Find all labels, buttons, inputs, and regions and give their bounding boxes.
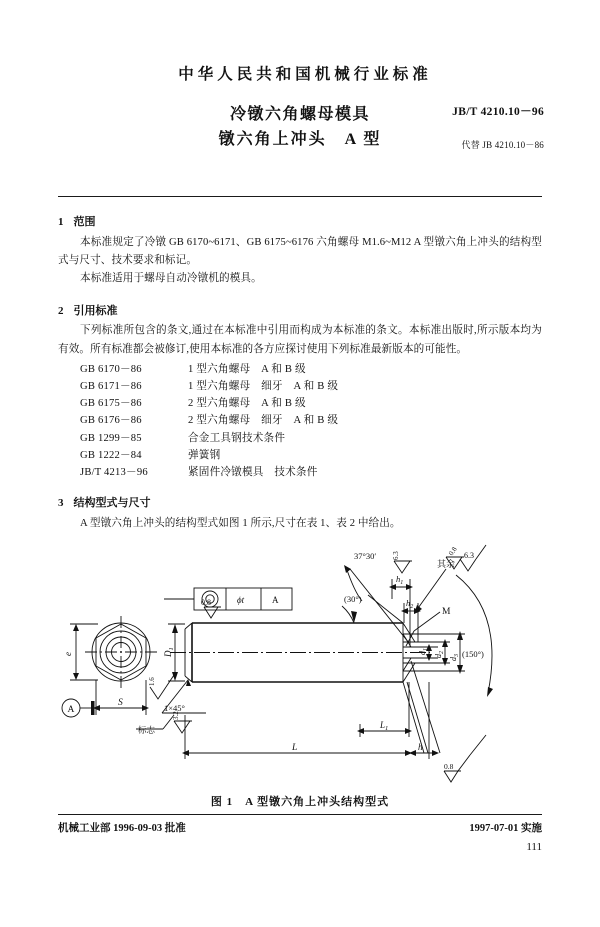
dim-L-arrow-left [182, 750, 189, 756]
figure-1-drawing [58, 539, 542, 791]
standard-number: JB/T 4210.10－96 [452, 106, 544, 118]
roughness-value-32: 3.2 [172, 711, 180, 721]
roughness-vee-icon [174, 721, 190, 733]
angle-30-leader [368, 595, 403, 623]
roughness-value-63: 6.3 [392, 551, 400, 561]
section-heading-2 [58, 302, 542, 321]
dim-s-arrow-right [142, 705, 149, 711]
angle-30-arrow [351, 611, 357, 623]
dim-d3-label: $d_3$ [449, 654, 460, 662]
chamfer-annotation [162, 679, 206, 713]
page-number: 111 [526, 841, 542, 854]
angle-3730-arrow [344, 565, 351, 573]
section-number-1: 1 [58, 216, 64, 228]
reference-row [80, 412, 542, 429]
reference-row [80, 447, 542, 464]
dim-D1-label: $D_1$ [163, 647, 175, 658]
section-title-2: 引用标准 [73, 304, 118, 317]
section-1-paragraph-1: 本标准规定了冷镦 GB 6170~6171、GB 6175~6176 六角螺母 M1.6~M12 A 型镦六角上冲头的结构型式与尺寸、技术要求和标记。 [58, 236, 542, 267]
section-number-2: 2 [58, 304, 64, 317]
reference-name: 2 型六角螺母 A 和 B 级 [188, 398, 306, 410]
dim-d3-arrow-top [457, 631, 463, 640]
document-body [58, 213, 542, 809]
figure-1-caption [58, 793, 542, 812]
dim-L1-label: $L_1$ [380, 720, 389, 733]
reference-code: GB 6176－86 [80, 415, 142, 427]
reference-code: GB 6170－86 [80, 363, 142, 375]
reference-name: 1 型六角螺母 A 和 B 级 [188, 363, 306, 375]
roughness-vee-icon [460, 559, 476, 571]
datum-a-label: A [67, 705, 75, 716]
reference-code: GB 1222－84 [80, 449, 142, 461]
dim-L-label: L [292, 743, 298, 754]
dim-h [409, 682, 439, 759]
footer-approval: 机械工业部 1996-09-03 批准 [58, 823, 186, 835]
reference-name: 弹簧钢 [188, 449, 221, 461]
dim-d2-label: $d_2$ [434, 651, 445, 659]
roughness-tail [476, 545, 486, 559]
reference-row [80, 378, 542, 395]
footer-implementation: 1997-07-01 实施 [469, 823, 542, 835]
reference-name: 2 型六角螺母 细牙 A 和 B 级 [188, 415, 339, 427]
angle-150-label: (150°) [462, 649, 484, 660]
letter-M-label: M [442, 607, 451, 618]
standard-replaces: 代替 JB 4210.10－86 [461, 140, 544, 150]
dim-e-arrow-top [73, 624, 79, 631]
dim-h2-label: $h_2$ [406, 598, 414, 611]
dim-L1-arrow-left [357, 728, 364, 734]
dim-d2-arrow-bottom [442, 658, 448, 666]
figure-caption-label: 图 1 [210, 796, 234, 809]
reference-name: 1 型六角螺母 细牙 A 和 B 级 [188, 381, 339, 393]
section-2-paragraph-1: 下列标准所包含的条文,通过在本标准中引用而构成为本标准的条文。本标准出版时,所示版本均为有效。所有标准都会被修订,使用本标准的各方应探讨使用下列标准最新版本的可能性。 [58, 325, 542, 355]
dim-L [182, 715, 412, 759]
roughness-symbol-63 [392, 551, 412, 573]
punch-body [170, 623, 438, 682]
section-1-paragraph-2: 本标准适用于螺母自动冷镦机的模具。 [80, 273, 262, 285]
dim-L1 [357, 682, 412, 737]
tolerance-datum: A [272, 595, 279, 606]
roughness-vee-icon [444, 771, 458, 782]
roughness-value-08: 0.8 [444, 762, 454, 772]
dim-d2 [430, 639, 450, 666]
figure-caption-text: A 型镦六角上冲头结构型式 [245, 796, 390, 809]
document-header [0, 62, 600, 182]
document-title-line1: 冷镦六角螺母模具 [229, 106, 370, 123]
roughness-symbol-16 [148, 675, 174, 699]
dim-d2-arrow-top [442, 639, 448, 647]
chamfer-top [185, 623, 192, 629]
roughness-leader [470, 735, 486, 755]
angle-30-annotation [342, 594, 403, 623]
section-title-3: 结构型式与尺寸 [73, 497, 151, 509]
general-roughness-value: 6.3 [464, 551, 474, 561]
document-page [0, 62, 600, 927]
marking-annotation [136, 711, 192, 735]
angle-30-label: (30°) [344, 594, 362, 605]
roughness-vee-icon [150, 687, 166, 699]
section-heading-3 [58, 494, 542, 513]
dim-h1-arrow-right [406, 584, 413, 590]
footer-divider [58, 814, 542, 815]
figure-1 [58, 539, 542, 809]
dim-e-label: e [63, 652, 73, 657]
roughness-symbol-08-bottom [444, 735, 486, 782]
national-standard-title: 中华人民共和国机械行业标准 [178, 66, 432, 83]
roughness-leader [416, 569, 446, 611]
datum-a-triangle [91, 701, 95, 715]
roughness-symbol-08-right [414, 545, 464, 614]
dim-h1-label: $h_1$ [396, 574, 404, 587]
taper-bottom [403, 663, 415, 682]
reference-code: GB 6171－86 [80, 381, 142, 393]
document-title-line2: 镦六角上冲头 A 型 [218, 130, 382, 148]
roughness-vee-icon [204, 607, 218, 618]
section-3-paragraph-1: A 型镦六角上冲头的结构型式如图 1 所示,尺寸在表 1、表 2 中给出。 [80, 517, 401, 529]
dim-D1-arrow-top [172, 624, 178, 633]
section-number-3: 3 [58, 497, 64, 509]
dim-e-arrow-bottom [73, 673, 79, 680]
referenced-standards-list [58, 361, 542, 481]
dim-h2-arrow-left [401, 608, 408, 614]
chamfer-label: 1×45° [164, 703, 185, 714]
nose-line-3 [411, 661, 440, 753]
angle-150-arrow [487, 687, 493, 697]
dim-h-label: h [418, 742, 423, 753]
reference-code: JB/T 4213－96 [80, 466, 148, 478]
section-heading-1 [58, 213, 542, 232]
tolerance-value: ϕt [237, 595, 245, 606]
document-footer [58, 820, 542, 835]
letter-M-annotation [406, 607, 451, 646]
reference-code: GB 6175－86 [80, 398, 142, 410]
roughness-tail [458, 755, 470, 771]
roughness-vee-icon [394, 561, 410, 573]
tolerance-frame [164, 588, 292, 610]
marking-label: 标志 [138, 725, 156, 736]
left-end-view [62, 616, 174, 717]
reference-name: 合金工具钢技术条件 [188, 432, 286, 444]
cone-face-bottom [403, 658, 411, 671]
reference-name: 紧固件冷镦模具 技术条件 [188, 466, 318, 478]
roughness-value-08: 0.8 [447, 545, 459, 558]
dim-h1 [389, 574, 413, 647]
section-title-1: 范围 [73, 216, 96, 228]
reference-row [80, 361, 542, 378]
dim-d1-label: $d_1$ [418, 648, 429, 656]
dim-h-arrow-left [409, 750, 416, 756]
reference-code: GB 1299－85 [80, 432, 142, 444]
dim-h-arrow-right [432, 750, 439, 756]
general-roughness-label: 其余 [437, 559, 456, 570]
header-divider [58, 196, 542, 197]
roughness-value-08: 0.8 [201, 598, 211, 608]
dim-h1-arrow-left [389, 584, 396, 590]
dim-s-label: S [118, 698, 123, 709]
dim-L1-arrow-right [405, 728, 412, 734]
reference-row [80, 395, 542, 412]
roughness-value-16: 1.6 [148, 677, 156, 687]
reference-row [80, 464, 542, 481]
dim-d3-arrow-bottom [457, 665, 463, 674]
angle-3730-label: 37°30′ [354, 551, 377, 562]
reference-row [80, 430, 542, 447]
